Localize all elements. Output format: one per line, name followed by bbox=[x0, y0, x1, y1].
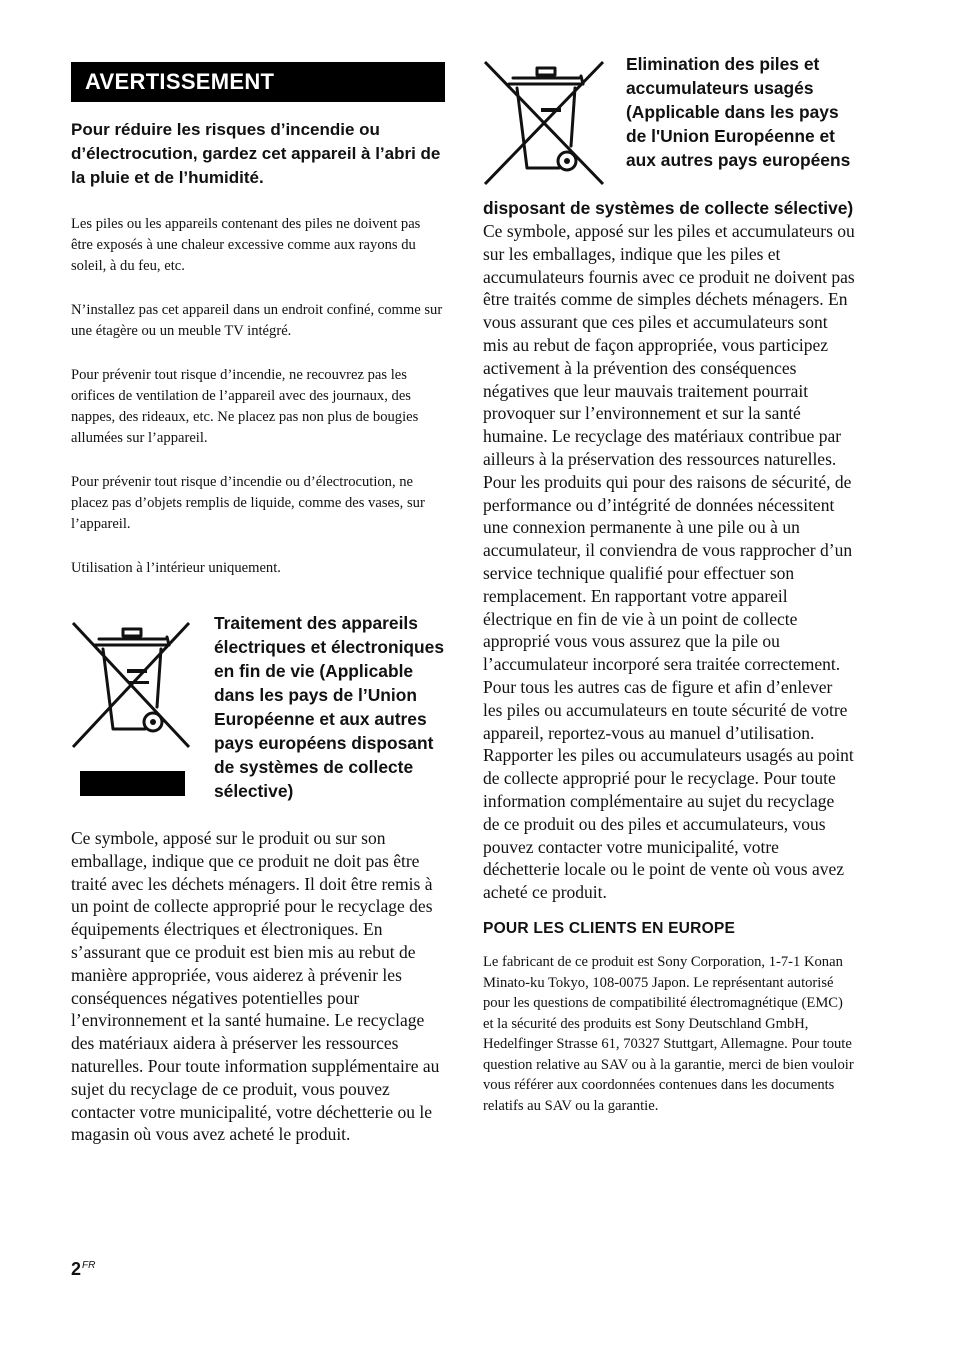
page-number bbox=[71, 1259, 95, 1280]
safety-paragraph-ventilation: Pour prévenir tout risque d’incendie, ne recouvrez pas les orifices de ventilation de l’appareil avec des journaux, des nappes, des rideaux, etc. Ne placez pas non plus de bougies allumées sur l’appareil. bbox=[71, 367, 419, 446]
warning-banner bbox=[71, 62, 445, 102]
safety-paragraphs bbox=[71, 214, 445, 579]
warning-lead: Pour réduire les risques d’incendie ou d’électrocution, gardez cet appareil à l’abri de la pluie et de l’humidité. bbox=[71, 120, 441, 187]
left-column bbox=[71, 62, 445, 1146]
safety-paragraph-confined: N’installez pas cet appareil dans un endroit confiné, comme sur une étagère ou un meuble TV intégré. bbox=[71, 302, 443, 339]
safety-paragraph-liquids: Pour prévenir tout risque d’incendie ou d’électrocution, ne placez pas d’objets remplis de liquide, comme des vases, sur l’appareil. bbox=[71, 474, 425, 532]
weee-heading: Traitement des appareils électriques et électroniques en fin de vie (Applicable dans les pays de l’Union Européenne et aux autres pays européens disposant de systèmes de collecte sélective) bbox=[214, 613, 445, 801]
safety-paragraph-indoor: Utilisation à l’intérieur uniquement. bbox=[71, 560, 281, 576]
battery-section-header bbox=[483, 52, 855, 200]
warning-banner-title: AVERTISSEMENT bbox=[85, 69, 275, 94]
battery-heading: Elimination des piles et accumulateurs usagés (Applicable dans les pays de l'Union Européenne et aux autres pays européens bbox=[626, 54, 851, 170]
europe-body: Le fabricant de ce produit est Sony Corporation, 1-7-1 Konan Minato-ku Tokyo, 108-0075 Japon. Le représentant autorisé pour les questions de compatibilité électromagnétique (EMC) et la sécurité des produits est Sony Deutschland GmbH, Hedelfinger Strasse 61, 70327 Stuttgart, Allemagne. Pour toute question relative au SAV ou à la garantie, merci de bien vouloir vous référer aux coordonnées contenues dans les documents relatifs au SAV ou la garantie. bbox=[483, 953, 854, 1115]
safety-paragraph-heat: Les piles ou les appareils contenant des piles ne doivent pas être exposés à une chaleur excessive comme aux rayons du soleil, à du feu, etc. bbox=[71, 216, 421, 274]
europe-heading: POUR LES CLIENTS EN EUROPE bbox=[483, 919, 736, 937]
battery-heading-continued: disposant de systèmes de collecte sélective) bbox=[483, 198, 854, 218]
weee-section bbox=[71, 611, 445, 827]
crossed-out-wheelie-bin-icon bbox=[483, 60, 605, 186]
right-column bbox=[483, 52, 855, 1117]
battery-body: Ce symbole, apposé sur les piles et accumulateurs ou sur les emballages, indique que les piles et accumulateurs fournis avec ce produit ne doivent pas être traités comme de simples déchets ménagers. En vous assurant que ces piles et accumulateurs sont mis au rebut de façon appropriée, vous participez activement à la prévention des conséquences négatives que leur mauvais traitement pourrait provoquer sur l’environnement et sur la santé humaine. Le recyclage des matériaux contribue par ailleurs à la préservation des ressources naturelles. Pour les produits qui pour des raisons de sécurité, de performance ou d’intégrité de données nécessitent une connexion permanente à une pile ou à un accumulateur, il conviendra de vous rapprocher d’un service technique qualifié pour effectuer son remplacement. En rapportant votre appareil électrique en fin de vie à un point de collecte approprié vous vous assurez que la pile ou l’accumulateur incorporé sera traitée correctement. Pour tous les autres cas de figure et afin d’enlever les piles ou accumulateurs en toute sécurité de votre appareil, reportez-vous au manuel d’utilisation. Rapporter les piles ou accumulateurs usagés au point de collecte approprié pour le recyclage. Pour toute information complémentaire au sujet du recyclage de ce produit ou des piles et accumulateurs, vous pouvez contacter votre municipalité, votre déchetterie locale ou le point de vente où vous avez acheté ce produit. bbox=[483, 221, 855, 903]
page-number-value: 2 bbox=[71, 1259, 82, 1279]
page-language-code: FR bbox=[82, 1260, 96, 1271]
weee-black-bar bbox=[80, 771, 185, 796]
weee-body: Ce symbole, apposé sur le produit ou sur son emballage, indique que ce produit ne doit pas être traité avec les déchets ménagers. Il doit être remis à un point de collecte approprié pour le recyclage des équipements électriques et électroniques. En s’assurant que ce produit est bien mis au rebut de manière appropriée, vous aiderez à prévenir les conséquences négatives potentielles pour l’environnement et la santé humaine. Le recyclage des matériaux aidera à préserver les ressources naturelles. Pour toute information supplémentaire au sujet du recyclage de ce produit, vous pouvez contacter votre municipalité, votre déchetterie ou le magasin où vous avez acheté le produit. bbox=[71, 828, 440, 1145]
crossed-out-wheelie-bin-icon bbox=[71, 621, 191, 749]
